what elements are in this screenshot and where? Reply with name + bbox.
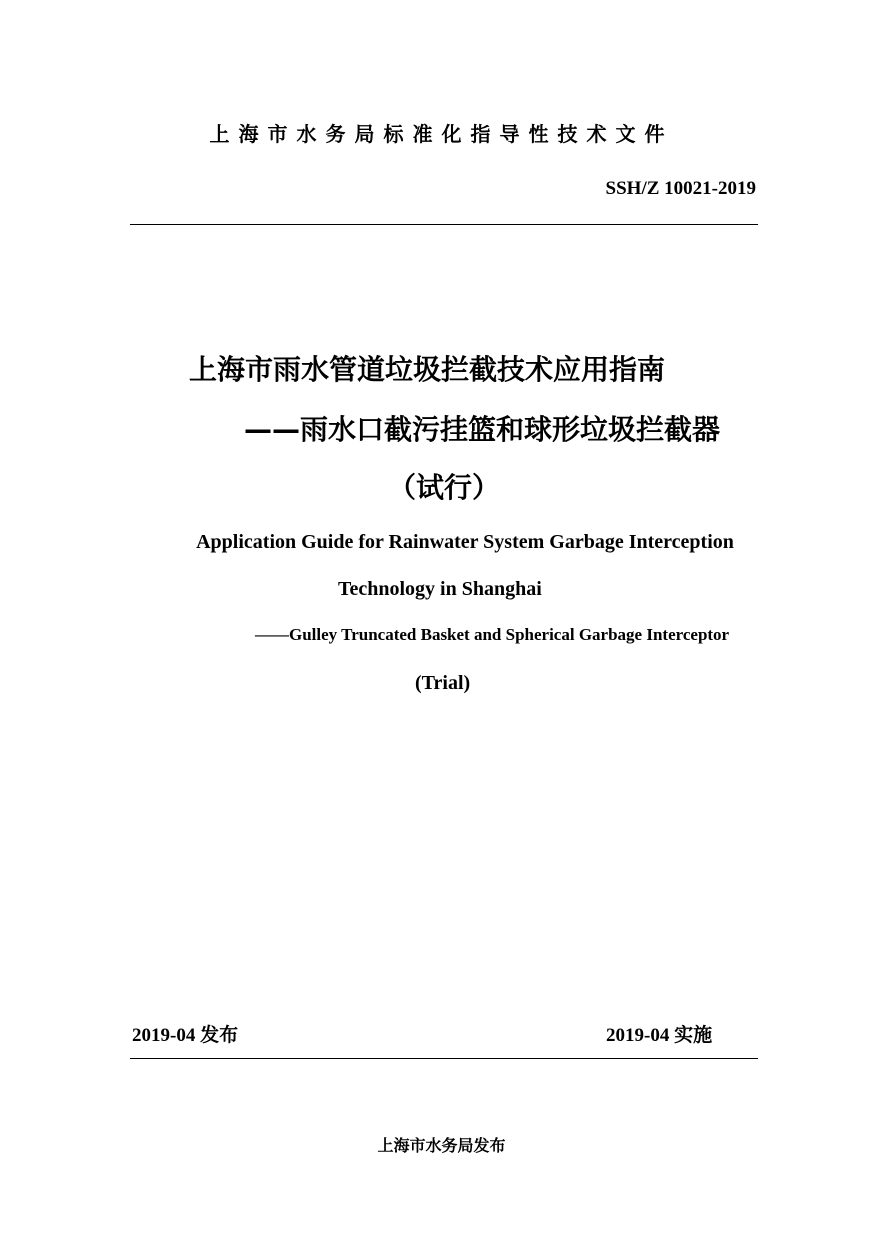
bottom-divider [130,1058,758,1059]
chinese-title-trial: （试行） [388,471,501,504]
document-category-title: 上海市水务局标准化指导性技术文件 [209,122,674,146]
issue-date: 2019-04 发布 [132,1025,239,1046]
chinese-title-line-2: ——雨水口截污挂篮和球形垃圾拦截器 [244,413,721,446]
english-title-line-1: Application Guide for Rainwater System Garbage Interception [196,531,734,553]
standard-number: SSH/Z 10021-2019 [605,178,756,199]
chinese-title-line-1: 上海市雨水管道垃圾拦截技术应用指南 [189,353,666,386]
english-title-line-2: Technology in Shanghai [338,578,542,600]
top-divider [130,224,758,225]
publisher: 上海市水务局发布 [377,1136,506,1155]
english-subtitle: ——Gulley Truncated Basket and Spherical Garbage Interceptor [255,625,730,644]
implementation-date: 2019-04 实施 [606,1025,713,1046]
english-title-trial: (Trial) [415,672,471,694]
